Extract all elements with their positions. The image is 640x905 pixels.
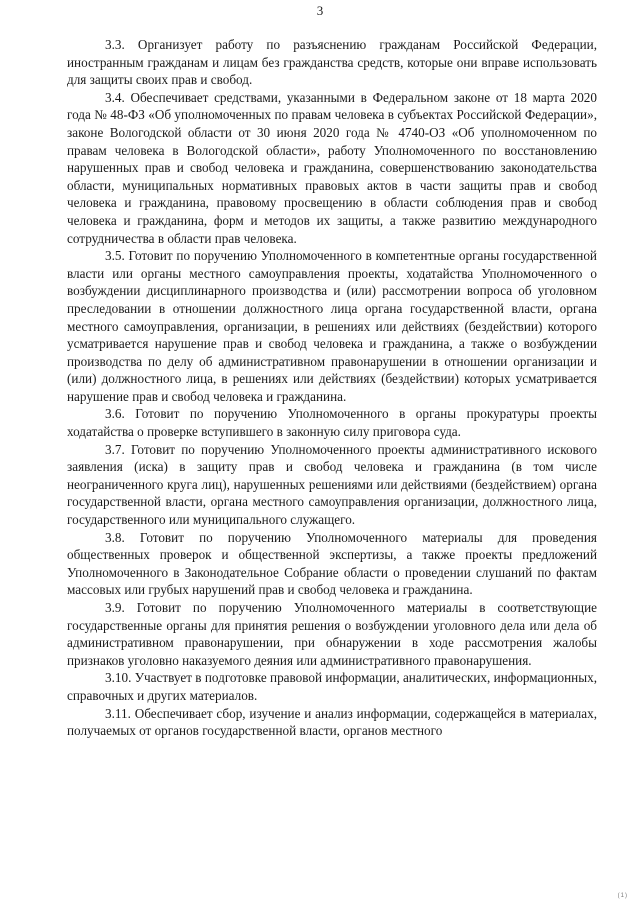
- document-body: [67, 36, 597, 740]
- paragraph-3-8: 3.8. Готовит по поручению Уполномоченного материалы для проведения общественных проверок и общественной экспертизы, а также проекты предложений Уполномоченного в Законодательное Собрание области о проведении слушаний по фактам массовых или грубых нарушений прав и свобод человека и гражданина.: [67, 529, 597, 598]
- footer-mark: (1): [617, 893, 628, 899]
- page-number: 3: [316, 3, 324, 18]
- paragraph-3-6: 3.6. Готовит по поручению Уполномоченного в органы прокуратуры проекты ходатайства о проверке вступившего в законную силу приговора суда.: [67, 406, 597, 440]
- paragraph-3-9: 3.9. Готовит по поручению Уполномоченного материалы в соответствующие государственные органы для принятия решения о возбуждении уголовного дела или дела об административном правонарушении, при обнаружении в ходе рассмотрения жалобы признаков уголовно наказуемого деяния или административного правонарушения.: [67, 600, 597, 668]
- paragraph-3-7: 3.7. Готовит по поручению Уполномоченного проекты административного искового заявления (иска) в защиту прав и свобод человека и гражданина (в том числе неограниченного круга лиц), нарушенных решениями или действиями (бездействием) органа государственной власти, органа местного самоуправления организации, должностного лица, государственного или муниципального служащего.: [67, 441, 597, 528]
- paragraph-3-4: 3.4. Обеспечивает средствами, указанными в Федеральном законе от 18 марта 2020 года № 48-ФЗ «Об уполномоченных по правам человека в субъектах Российской Федерации», законе Вологодской области от 30 июня 2020 года № 4740-ОЗ «Об уполномоченном по правам человека в Вологодской области», работу Уполномоченного по восстановлению нарушенных прав и свобод человека и гражданина, совершенствованию законодательства области, муниципальных нормативных правовых актов в части защиты прав и свобод человека и гражданина, правовому просвещению в области соблюдения прав и свобод человека и гражданина, форм и методов их защиты, а также развитию международного сотрудничества в области прав человека.: [67, 89, 597, 246]
- paragraph-3-10: 3.10. Участвует в подготовке правовой информации, аналитических, информационных, справочных и других материалов.: [67, 670, 597, 703]
- paragraph-3-3: 3.3. Организует работу по разъяснению гражданам Российской Федерации, иностранным гражданам и лицам без гражданства средств, которые они вправе использовать для защиты своих прав и свобод.: [67, 37, 597, 88]
- paragraph-3-5: 3.5. Готовит по поручению Уполномоченного в компетентные органы государственной власти или органы местного самоуправления проекты, ходатайства Уполномоченного о возбуждении дисциплинарного производства и (или) рассмотрении вопроса об уголовном преследовании в отношении должностного лица органа государственной власти, органа местного самоуправления, организации, в решениях или действиях (бездействии) которого усматривается нарушение прав и свобод человека и гражданина, а также о возбуждении производства по делу об административном правонарушении в отношении организации и (или) должностного лица, в решениях или действиях (бездействии) которых усматривается нарушение прав и свобод человека и гражданина.: [67, 248, 597, 404]
- paragraph-3-11: 3.11. Обеспечивает сбор, изучение и анализ информации, содержащейся в материалах, получаемых от органов государственной власти, органов местного: [67, 705, 597, 739]
